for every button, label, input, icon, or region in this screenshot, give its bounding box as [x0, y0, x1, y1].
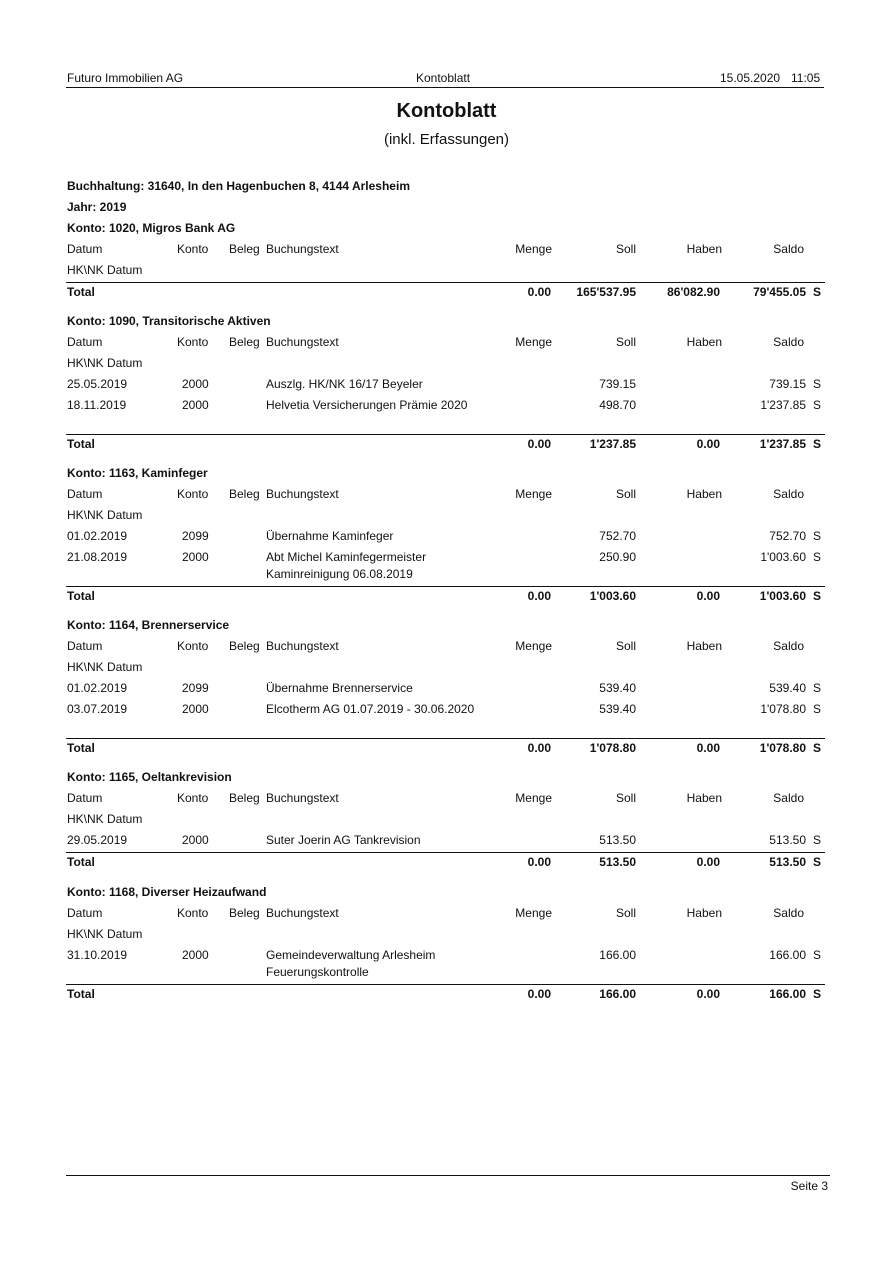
total-saldo: 79'455.05	[753, 285, 806, 299]
header-date: 15.05.2020	[720, 71, 781, 85]
col-header-hknk-datum: HK\NK Datum	[67, 812, 143, 826]
col-header-datum: Datum	[67, 906, 103, 920]
entry-buchungstext: Suter Joerin AG Tankrevision	[266, 833, 421, 847]
col-header-haben: Haben	[686, 906, 722, 920]
total-haben: 0.00	[696, 437, 720, 451]
total-label: Total	[67, 987, 95, 1001]
total-soll: 1'237.85	[589, 437, 636, 451]
col-header-menge: Menge	[515, 335, 552, 349]
total-saldo: 166.00	[769, 987, 806, 1001]
col-header-datum: Datum	[67, 242, 103, 256]
col-header-saldo: Saldo	[773, 791, 804, 805]
total-menge: 0.00	[527, 589, 551, 603]
col-header-menge: Menge	[515, 487, 552, 501]
col-header-haben: Haben	[686, 335, 722, 349]
entry-soll: 513.50	[599, 833, 636, 847]
total-rule	[66, 984, 825, 985]
entry-soll: 539.40	[599, 702, 636, 716]
entry-konto: 2000	[182, 377, 209, 391]
col-header-hknk-datum: HK\NK Datum	[67, 660, 143, 674]
total-saldo-sign: S	[813, 437, 822, 451]
total-rule	[66, 852, 825, 853]
col-header-menge: Menge	[515, 791, 552, 805]
col-header-menge: Menge	[515, 639, 552, 653]
total-menge: 0.00	[527, 285, 551, 299]
entry-soll: 498.70	[599, 398, 636, 412]
entry-soll: 250.90	[599, 550, 636, 564]
entry-saldo: 166.00	[769, 948, 806, 962]
total-saldo: 1'237.85	[759, 437, 806, 451]
col-header-beleg: Beleg	[229, 487, 260, 501]
col-header-haben: Haben	[686, 791, 722, 805]
col-header-saldo: Saldo	[773, 639, 804, 653]
entry-saldo: 1'078.80	[760, 702, 806, 716]
entry-datum: 18.11.2019	[67, 398, 127, 412]
total-rule	[66, 738, 825, 739]
entry-buchungstext: Elcotherm AG 01.07.2019 - 30.06.2020	[266, 702, 475, 716]
entry-buchungstext: Auszlg. HK/NK 16/17 Beyeler	[266, 377, 423, 391]
col-header-soll: Soll	[615, 906, 636, 920]
total-soll: 1'003.60	[589, 589, 636, 603]
entry-saldo-sign: S	[813, 398, 822, 412]
col-header-soll: Soll	[615, 335, 636, 349]
col-header-buchungstext: Buchungstext	[266, 487, 339, 501]
col-header-hknk-datum: HK\NK Datum	[67, 927, 143, 941]
col-header-datum: Datum	[67, 487, 103, 501]
account-title: Konto: 1164, Brennerservice	[67, 618, 230, 632]
entry-soll: 752.70	[599, 529, 636, 543]
col-header-soll: Soll	[615, 791, 636, 805]
total-menge: 0.00	[527, 437, 551, 451]
entry-datum: 01.02.2019	[67, 529, 128, 543]
col-header-buchungstext: Buchungstext	[266, 335, 339, 349]
buchhaltung-line: Buchhaltung: 31640, In den Hagenbuchen 8, 4144 Arlesheim	[67, 179, 410, 193]
col-header-beleg: Beleg	[229, 639, 260, 653]
total-saldo-sign: S	[813, 285, 822, 299]
total-haben: 0.00	[696, 987, 720, 1001]
total-menge: 0.00	[527, 741, 551, 755]
col-header-konto: Konto	[177, 639, 209, 653]
col-header-buchungstext: Buchungstext	[266, 906, 339, 920]
entry-saldo: 739.15	[769, 377, 806, 391]
col-header-hknk-datum: HK\NK Datum	[67, 508, 143, 522]
entry-saldo-sign: S	[813, 702, 822, 716]
total-menge: 0.00	[527, 855, 551, 869]
entry-konto: 2000	[182, 398, 209, 412]
total-label: Total	[67, 855, 95, 869]
col-header-beleg: Beleg	[229, 242, 260, 256]
entry-konto: 2099	[182, 681, 209, 695]
total-saldo-sign: S	[813, 855, 822, 869]
entry-saldo-sign: S	[813, 948, 822, 962]
col-header-saldo: Saldo	[773, 242, 804, 256]
total-haben: 0.00	[696, 855, 720, 869]
header-time: 11:05	[791, 71, 821, 85]
col-header-datum: Datum	[67, 639, 103, 653]
total-label: Total	[67, 437, 95, 451]
col-header-konto: Konto	[177, 487, 209, 501]
col-header-hknk-datum: HK\NK Datum	[67, 263, 143, 277]
col-header-buchungstext: Buchungstext	[266, 242, 339, 256]
total-rule	[66, 586, 825, 587]
total-soll: 513.50	[599, 855, 636, 869]
page-number: Seite 3	[790, 1179, 828, 1193]
entry-soll: 739.15	[599, 377, 636, 391]
entry-saldo: 752.70	[769, 529, 806, 543]
total-menge: 0.00	[527, 987, 551, 1001]
total-rule	[66, 282, 825, 283]
entry-saldo: 1'003.60	[760, 550, 806, 564]
total-soll: 1'078.80	[589, 741, 636, 755]
entry-soll: 539.40	[599, 681, 636, 695]
account-title: Konto: 1090, Transitorische Aktiven	[67, 314, 271, 328]
col-header-soll: Soll	[615, 487, 636, 501]
total-haben: 86'082.90	[667, 285, 720, 299]
entry-datum: 29.05.2019	[67, 833, 128, 847]
entry-datum: 01.02.2019	[67, 681, 128, 695]
col-header-menge: Menge	[515, 242, 552, 256]
entry-saldo: 1'237.85	[760, 398, 806, 412]
entry-saldo-sign: S	[813, 529, 822, 543]
total-haben: 0.00	[696, 589, 720, 603]
col-header-konto: Konto	[177, 791, 209, 805]
entry-buchungstext: Abt Michel Kaminfegermeister Kaminreinigung 06.08.2019	[266, 550, 427, 581]
total-rule	[66, 434, 825, 435]
entry-saldo-sign: S	[813, 550, 822, 564]
col-header-soll: Soll	[615, 242, 636, 256]
entry-konto: 2000	[182, 833, 209, 847]
col-header-haben: Haben	[686, 487, 722, 501]
entry-konto: 2099	[182, 529, 209, 543]
entry-konto: 2000	[182, 702, 209, 716]
col-header-konto: Konto	[177, 335, 209, 349]
col-header-soll: Soll	[615, 639, 636, 653]
total-soll: 166.00	[599, 987, 636, 1001]
entry-datum: 21.08.2019	[67, 550, 128, 564]
entry-konto: 2000	[182, 948, 209, 962]
account-title: Konto: 1020, Migros Bank AG	[67, 221, 236, 235]
col-header-hknk-datum: HK\NK Datum	[67, 356, 143, 370]
entry-datum: 03.07.2019	[67, 702, 128, 716]
col-header-beleg: Beleg	[229, 791, 260, 805]
total-saldo: 513.50	[769, 855, 806, 869]
col-header-beleg: Beleg	[229, 335, 260, 349]
entry-saldo: 513.50	[769, 833, 806, 847]
account-title: Konto: 1168, Diverser Heizaufwand	[67, 885, 267, 899]
col-header-menge: Menge	[515, 906, 552, 920]
entry-datum: 25.05.2019	[67, 377, 128, 391]
entry-buchungstext: Helvetia Versicherungen Prämie 2020	[266, 398, 468, 412]
company-name: Futuro Immobilien AG	[67, 71, 184, 85]
col-header-saldo: Saldo	[773, 487, 804, 501]
total-saldo-sign: S	[813, 741, 822, 755]
entry-buchungstext: Übernahme Kaminfeger	[266, 529, 394, 543]
total-label: Total	[67, 589, 95, 603]
account-title: Konto: 1165, Oeltankrevision	[67, 770, 232, 784]
total-soll: 165'537.95	[576, 285, 636, 299]
entry-buchungstext: Gemeindeverwaltung Arlesheim Feuerungskontrolle	[266, 948, 436, 979]
col-header-datum: Datum	[67, 335, 103, 349]
header-center-title: Kontoblatt	[416, 71, 471, 85]
entry-saldo-sign: S	[813, 833, 822, 847]
total-saldo-sign: S	[813, 589, 822, 603]
jahr-line: Jahr: 2019	[67, 200, 127, 214]
entry-saldo: 539.40	[769, 681, 806, 695]
total-label: Total	[67, 741, 95, 755]
total-label: Total	[67, 285, 95, 299]
footer-rule	[66, 1175, 830, 1176]
col-header-haben: Haben	[686, 242, 722, 256]
total-saldo: 1'003.60	[759, 589, 806, 603]
entry-buchungstext: Übernahme Brennerservice	[266, 681, 413, 695]
col-header-buchungstext: Buchungstext	[266, 791, 339, 805]
entry-soll: 166.00	[599, 948, 636, 962]
entry-datum: 31.10.2019	[67, 948, 128, 962]
total-saldo-sign: S	[813, 987, 822, 1001]
header-rule	[66, 87, 824, 88]
page-subtitle: (inkl. Erfassungen)	[383, 131, 510, 148]
col-header-konto: Konto	[177, 906, 209, 920]
col-header-saldo: Saldo	[773, 335, 804, 349]
entry-saldo-sign: S	[813, 377, 822, 391]
entry-konto: 2000	[182, 550, 209, 564]
col-header-konto: Konto	[177, 242, 209, 256]
account-title: Konto: 1163, Kaminfeger	[67, 466, 208, 480]
col-header-saldo: Saldo	[773, 906, 804, 920]
page-title: Kontoblatt	[396, 100, 497, 122]
total-haben: 0.00	[696, 741, 720, 755]
entry-saldo-sign: S	[813, 681, 822, 695]
col-header-buchungstext: Buchungstext	[266, 639, 339, 653]
total-saldo: 1'078.80	[759, 741, 806, 755]
col-header-haben: Haben	[686, 639, 722, 653]
col-header-datum: Datum	[67, 791, 103, 805]
col-header-beleg: Beleg	[229, 906, 260, 920]
